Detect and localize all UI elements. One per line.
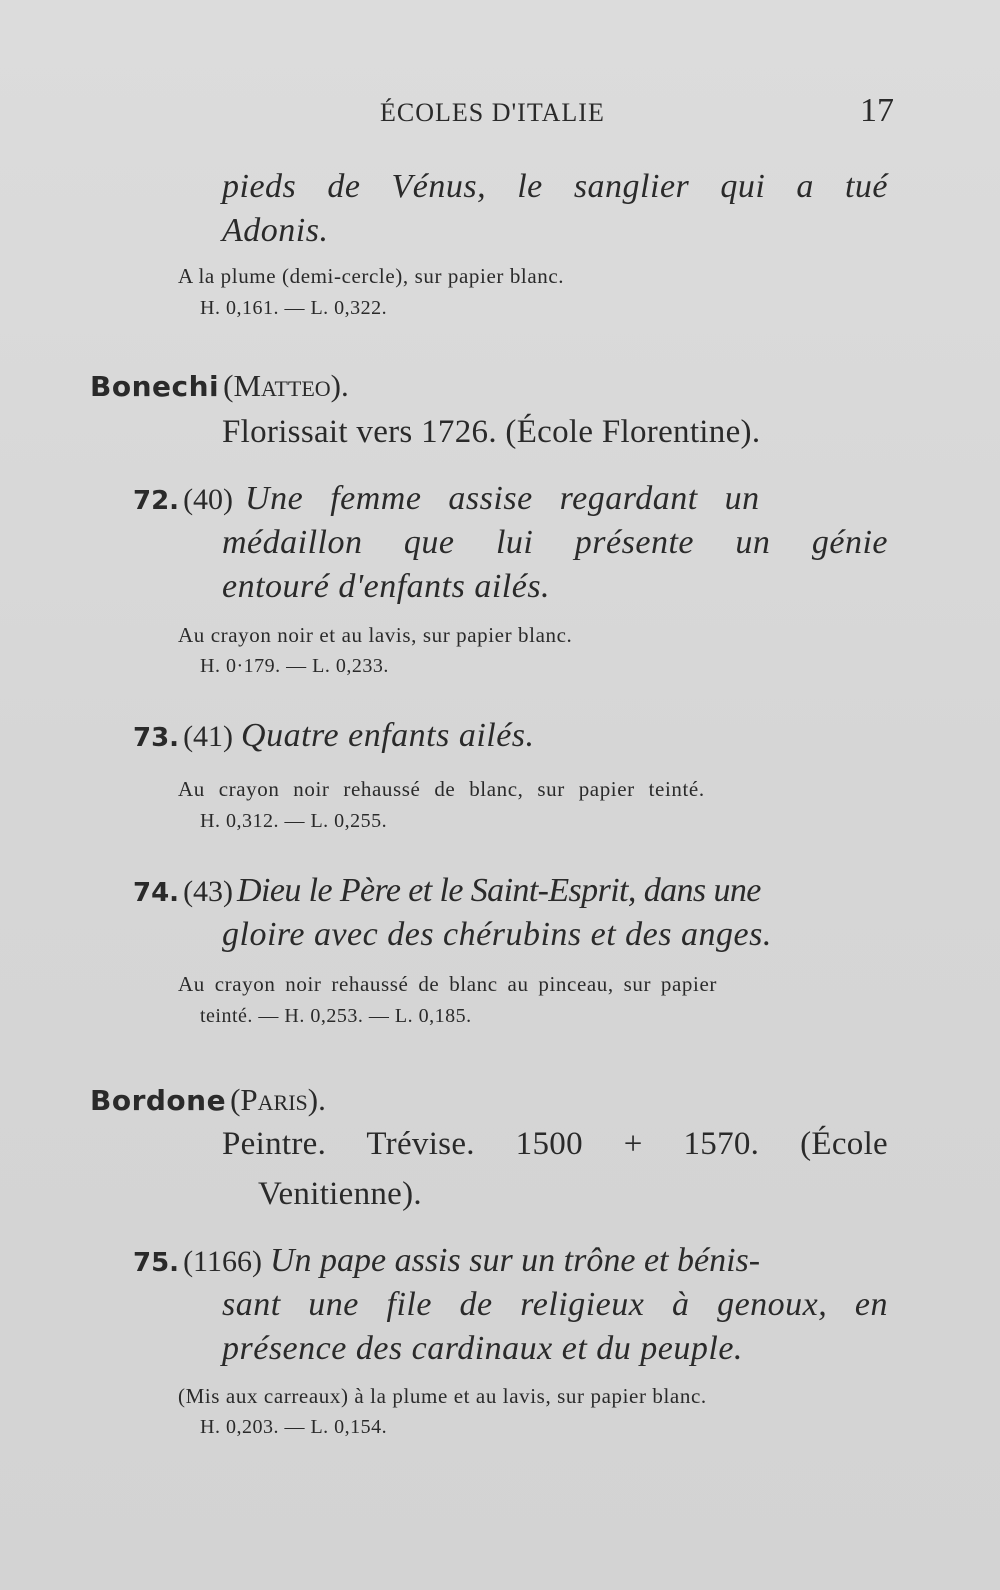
artist-bio-line-1: Peintre. Trévise. 1500 + 1570. (École xyxy=(222,1126,888,1162)
entry-72-title-line-1 xyxy=(133,480,888,518)
header-title: ÉCOLES D'ITALIE xyxy=(380,98,605,127)
entry-74-title-line-1 xyxy=(133,872,761,910)
artist-name: Bonechi xyxy=(90,370,220,403)
entry-72-title-line-2: médaillon que lui présente un génie xyxy=(222,524,888,561)
entry-75-title-line-3: présence des cardinaux et du peuple. xyxy=(222,1330,743,1367)
entry-number: 74. xyxy=(133,878,180,908)
artist-heading-bonechi xyxy=(90,368,349,404)
inventory-number: (40) xyxy=(183,483,234,516)
entry-74-technique-line-1: Au crayon noir rehaussé de blanc au pinceau, sur papier xyxy=(178,972,717,996)
artist-name: Bordone xyxy=(90,1084,227,1117)
entry-number: 72. xyxy=(133,486,180,516)
artist-bio-line-2: Venitienne). xyxy=(258,1176,422,1212)
entry-74-technique-line-2: teinté. — H. 0,253. — L. 0,185. xyxy=(200,1005,472,1027)
artist-heading-bordone xyxy=(90,1082,326,1118)
continued-title-line-2: Adonis. xyxy=(222,212,329,249)
running-header xyxy=(0,92,1000,132)
artist-first-name: (Matteo). xyxy=(223,368,349,403)
entry-title: Un pape assis sur un trône et bénis- xyxy=(269,1242,761,1279)
artist-bio: Florissait vers 1726. (École Florentine). xyxy=(222,414,761,450)
entry-74-title-line-2: gloire avec des chérubins et des anges. xyxy=(222,916,772,953)
entry-number: 73. xyxy=(133,723,180,753)
entry-73-technique: Au crayon noir rehaussé de blanc, sur papier teinté. xyxy=(178,777,705,801)
entry-75-title-line-1 xyxy=(133,1242,760,1280)
entry-73-dimensions: H. 0,312. — L. 0,255. xyxy=(200,810,388,832)
artist-first-name: (Paris). xyxy=(230,1082,326,1117)
entry-number: 75. xyxy=(133,1248,180,1278)
page-number: 17 xyxy=(860,92,894,129)
entry-title: Quatre enfants ailés. xyxy=(241,717,535,754)
entry-title: Dieu le Père et le Saint-Esprit, dans une xyxy=(237,872,761,909)
inventory-number: (43) xyxy=(183,875,234,908)
entry-72-technique: Au crayon noir et au lavis, sur papier blanc. xyxy=(178,623,573,647)
entry-title: Une femme assise regardant un xyxy=(245,480,760,517)
inventory-number: (41) xyxy=(183,720,234,753)
inventory-number: (1166) xyxy=(183,1245,262,1278)
entry-75-technique: (Mis aux carreaux) à la plume et au lavis, sur papier blanc. xyxy=(178,1384,707,1408)
entry-75-dimensions: H. 0,203. — L. 0,154. xyxy=(200,1416,388,1438)
entry-73-title-line-1 xyxy=(133,717,535,755)
continued-dimensions: H. 0,161. — L. 0,322. xyxy=(200,297,388,319)
entry-72-title-line-3: entouré d'enfants ailés. xyxy=(222,568,551,605)
entry-72-dimensions: H. 0·179. — L. 0,233. xyxy=(200,655,389,677)
continued-title-line-1: pieds de Vénus, le sanglier qui a tué xyxy=(222,168,888,205)
entry-75-title-line-2: sant une file de religieux à genoux, en xyxy=(222,1286,888,1323)
continued-technique: A la plume (demi-cercle), sur papier blanc. xyxy=(178,264,565,288)
